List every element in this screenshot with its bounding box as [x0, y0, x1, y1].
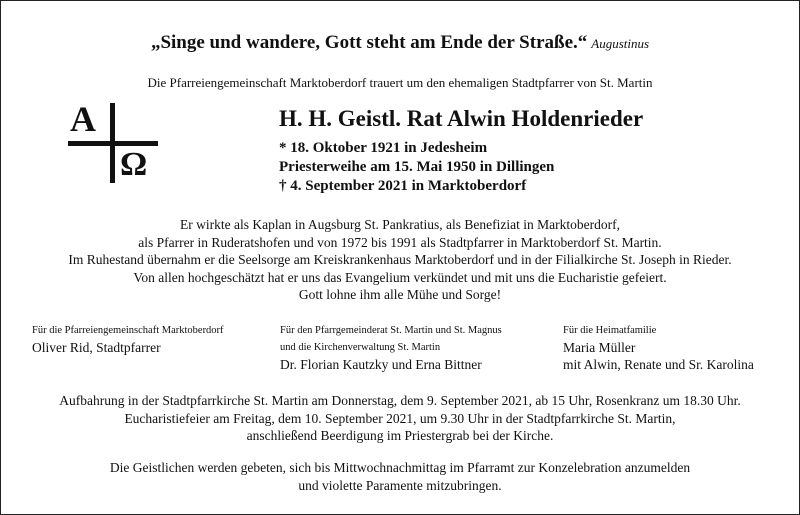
signatory-name: Oliver Rid, Stadtpfarrer: [32, 340, 161, 355]
funeral-notice-line: anschließend Beerdigung im Priestergrab bei der Kirche.: [246, 428, 554, 443]
signatory-caption: Für den Pfarrgemeinderat St. Martin und St. Magnus: [280, 325, 502, 336]
clergy-notice-line: Die Geistlichen werden gebeten, sich bis Mittwochnachmittag im Pfarramt zur Konzelebration anzumelden: [109, 460, 691, 475]
clergy-notice: [0, 459, 800, 494]
ordination-line: Priesterweihe am 15. Mai 1950 in Dillingen: [279, 159, 555, 175]
motto-quote: „Singe und wandere, Gott steht am Ende der Straße.“: [150, 32, 588, 53]
biography-line: Im Ruhestand übernahm er die Seelsorge am Kreiskrankenhaus Marktoberdorf und in der Filialkirche St. Joseph in Rieder.: [68, 252, 732, 267]
death-line: † 4. September 2021 in Marktoberdorf: [279, 178, 527, 194]
signatory-council: [280, 322, 502, 373]
signatory-name: Maria Müller: [563, 340, 636, 355]
clergy-notice-line: und violette Paramente mitzubringen.: [298, 477, 502, 493]
signatory-caption: Für die Heimatfamilie: [563, 325, 657, 336]
birth-line: * 18. Oktober 1921 in Jedesheim: [279, 140, 488, 156]
funeral-notice: [0, 392, 800, 445]
biography-line: Gott lohne ihm alle Mühe und Sorge!: [298, 287, 502, 302]
deceased-facts: [279, 139, 554, 196]
funeral-notice-line: Aufbahrung in der Stadtpfarrkirche St. Martin am Donnerstag, dem 9. September 2021, ab 15 Uhr, Rosenkranz um 18.30 Uhr.: [59, 393, 741, 408]
signatory-family: [563, 322, 754, 373]
funeral-notice-line: Eucharistiefeier am Freitag, dem 10. September 2021, um 9.30 Uhr in der Stadtpfarrkirche St. Martin,: [124, 410, 676, 426]
biography-line: als Pfarrer in Ruderatshofen und von 1972 bis 1991 als Stadtpfarrer in Marktoberdorf St. Martin.: [138, 234, 662, 250]
deceased-name: H. H. Geistl. Rat Alwin Holdenrieder: [279, 106, 644, 131]
signatory-name: mit Alwin, Renate und Sr. Karolina: [563, 357, 754, 372]
omega-letter: Ω: [120, 146, 148, 183]
signatory-caption-second-line: und die Kirchenverwaltung St. Martin: [280, 342, 441, 353]
intro-line: Die Pfarreiengemeinschaft Marktoberdorf trauert um den ehemaligen Stadtpfarrer von St. Martin: [147, 75, 653, 90]
biography-line: Von allen hochgeschätzt hat er uns das Evangelium verkündet und mit uns die Eucharistie gefeiert.: [133, 269, 667, 285]
signatory-name: Dr. Florian Kautzky und Erna Bittner: [280, 357, 482, 372]
cross-alpha-omega-icon: [68, 99, 158, 183]
biography-line: Er wirkte als Kaplan in Augsburg St. Pankratius, als Benefiziat in Marktoberdorf,: [180, 217, 620, 232]
alpha-letter: A: [70, 99, 96, 139]
motto-author: Augustinus: [591, 36, 650, 51]
signatory-parish: [32, 322, 224, 356]
motto: [0, 32, 800, 54]
biography: [0, 216, 800, 304]
signatory-caption: Für die Pfarreiengemeinschaft Marktoberdorf: [32, 325, 224, 336]
